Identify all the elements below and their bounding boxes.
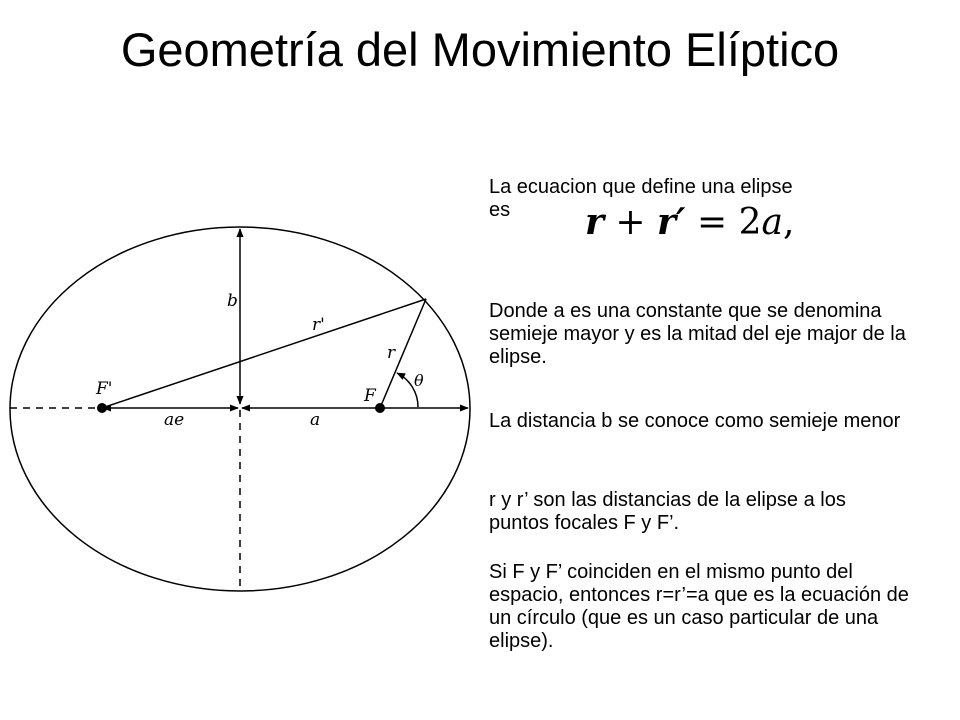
intro-line-2: es	[489, 199, 511, 221]
eq-r: r	[585, 201, 604, 243]
label-r: r	[387, 343, 396, 363]
eq-plus: +	[603, 202, 658, 243]
paragraph-semieje-menor: La distancia b se conoce como semieje menor	[489, 410, 901, 432]
intro-line-1: La ecuacion que define una elipse	[489, 176, 793, 198]
label-f: F	[364, 386, 376, 406]
eq-r-prime: r′	[657, 201, 686, 243]
label-a: a	[310, 410, 321, 430]
eq-a: a	[761, 202, 783, 243]
label-b: b	[227, 291, 238, 311]
label-f-prime: F'	[96, 379, 113, 399]
eq-comma: ,	[782, 202, 795, 243]
paragraph-semieje-mayor: Donde a es una constante que se denomina semieje mayor y es la mitad del eje major de la elipse.	[489, 300, 906, 368]
paragraph-focal-distances: r y r’ son las distancias de la elipse a los puntos focales F y F’.	[489, 489, 846, 534]
label-theta: θ	[414, 371, 424, 390]
ellipse-equation	[585, 200, 794, 245]
label-r-prime: r'	[312, 315, 325, 335]
eq-equals: =	[685, 202, 739, 243]
slide-title: Geometría del Movimiento Elíptico	[120, 23, 840, 76]
focus-f-prime-point	[97, 403, 107, 413]
paragraph-circle-case: Si F y F’ coinciden en el mismo punto del espacio, entonces r=r’=a que es la ecuación de un círculo (que es un caso particular de una elipse).	[489, 561, 909, 652]
radius-r-prime-line	[102, 299, 426, 408]
label-ae: ae	[164, 410, 185, 430]
focus-f-point	[375, 403, 385, 413]
eq-two: 2	[738, 202, 762, 243]
